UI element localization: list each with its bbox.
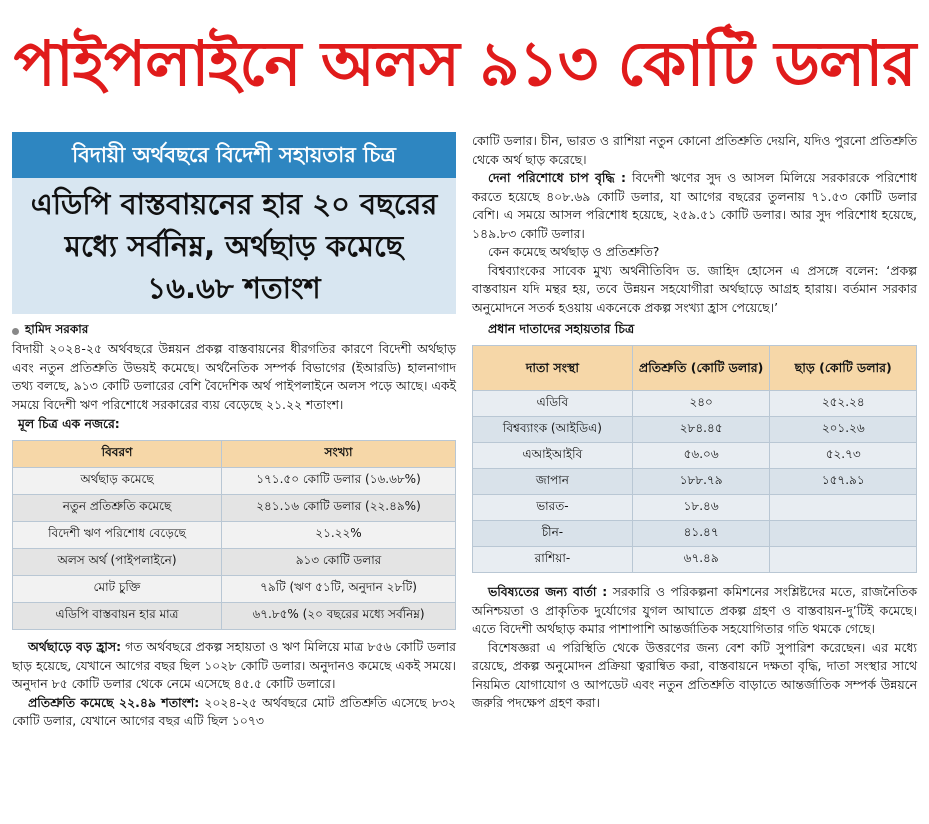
donor-table-title: প্রধান দাতাদের সহায়তার চিত্র [488,321,635,336]
table-row [13,576,456,603]
sub-banner: বিদায়ী অর্থবছরে বিদেশী সহায়তার চিত্র [12,132,456,178]
debt-paragraph [472,169,917,243]
byline [12,322,456,340]
table-row [473,521,917,547]
paragraph-body: গত অর্থবছরে প্রকল্প সহায়তা ও ঋণ মিলিয়ে মাত্র ৮৫৬ কোটি ডলার ছাড় হয়েছে, যেখানে আগের বছর ছিল ১০২৮ কোটি ডলার। অনুদানও কমেছে একই সময়ে। অনুদান ৮৫ কোটি ডলার থেকে নেমে এসেছে ৪৫.৫ কোটি ডলারে। [12,639,456,691]
table-row [13,468,456,495]
table-cell: ২৫২.২৪ [770,391,917,417]
intro-paragraph: বিদায়ী ২০২৪-২৫ অর্থবছরে উন্নয়ন প্রকল্প বাস্তবায়নের ধীরগতির কারণে বিদেশী অর্থছাড় এবং নতুন প্রতিশ্রুতি উভয়ই কমেছে। অর্থনৈতিক সম্পর্ক বিভাগের (ইআরডি) হালনাগাদ তথ্য বলছে, ৯১৩ কোটি ডলারের বেশি বৈদেশিক অর্থ পাইপলাইনে অলস পড়ে আছে। একই সময়ে বিদেশী ঋণ পরিশোধে সরকারের ব্যয় বেড়েছে ২১.২২ শতাংশ। [12,341,456,412]
paragraph-lead: ভবিষ্যতের জন্য বার্তা : [488,584,608,599]
table-row [13,549,456,576]
table-cell: চীন- [473,521,633,547]
summary-table-title: মূল চিত্র এক নজরে: [18,416,120,431]
summary-table-header: বিবরণ [13,441,222,468]
table-cell: বিদেশী ঋণ পরিশোধ বেড়েছে [13,522,222,549]
table-row [13,603,456,630]
table-row [473,391,917,417]
table-cell [770,521,917,547]
table-row [473,443,917,469]
table-cell: ৫৬.০৬ [632,443,770,469]
byline-author: হামিদ সরকার [25,322,89,336]
table-cell: ভারত- [473,495,633,521]
table-cell: ১৫৭.৯১ [770,469,917,495]
future-message-paragraph [472,583,917,639]
table-cell: এডিপি বাস্তবায়ন হার মাত্র [13,603,222,630]
paragraph-lead: দেনা পরিশোধে চাপ বৃদ্ধি : [488,170,626,185]
headline [0,0,929,128]
right-column [472,132,917,713]
paragraph-lead: প্রতিশ্রুতি কমেছে ২২.৪৯ শতাংশ: [28,694,200,710]
donor-table-header: দাতা সংস্থা [473,346,633,391]
table-cell [770,547,917,573]
table-cell: এআইআইবি [473,443,633,469]
paragraph-body: বিদেশী ঋণের সুদ ও আসল মিলিয়ে সরকারকে পরিশোধ করতে হয়েছে ৪০৮.৬৯ কোটি ডলার, যা আগের বছরের তুলনায় ৭১.৫৩ কোটি ডলার বেশি। এ সময়ে আসল পরিশোধ হয়েছে, ২৫৯.৫১ কোটি ডলার। আর সুদ পরিশোধ হয়েছে, ১৪৯.৮৩ কোটি ডলার। [472,170,917,241]
donor-table-header: প্রতিশ্রুতি (কোটি ডলার) [632,346,770,391]
table-cell: ৬৭.৪৯ [632,547,770,573]
table-cell: ৯১৩ কোটি ডলার [222,549,456,576]
table-cell: ১৮৮.৭৯ [632,469,770,495]
table-cell: নতুন প্রতিশ্রুতি কমেছে [13,495,222,522]
continued-paragraph: কোটি ডলার। চীন, ভারত ও রাশিয়া নতুন কোনো প্রতিশ্রুতি দেয়নি, যদিও পুরনো প্রতিশ্রুতি থেকে অর্থ ছাড় করেছে। [472,133,917,167]
table-cell: ২৪০ [632,391,770,417]
table-cell: এডিবি [473,391,633,417]
table-row [473,469,917,495]
quote-paragraph: বিশ্বব্যাংকের সাবেক মুখ্য অর্থনীতিবিদ ড. জাহিদ হোসেন এ প্রসঙ্গে বলেন: ‘প্রকল্প বাস্তবায়ন যদি মন্থর হয়, তবে উন্নয়ন সহযোগীরা অর্থছাড়ে আগ্রহ হারায়। বর্তমান সরকার অনুমোদনে সতর্ক হওয়ায় একনেকে প্রকল্প সংখ্যা হ্রাস পেয়েছে।’ [472,262,917,315]
table-cell [770,495,917,521]
table-cell: ৬৭.৮৫% (২০ বছরের মধ্যে সর্বনিম্ন) [222,603,456,630]
table-cell: ৫২.৭৩ [770,443,917,469]
table-row [13,495,456,522]
table-row [13,522,456,549]
table-cell: অলস অর্থ (পাইপলাইনে) [13,549,222,576]
table-cell: ২১.২২% [222,522,456,549]
table-row [473,547,917,573]
left-column [12,132,456,731]
disbursement-paragraph [12,638,456,694]
question-heading: কেন কমেছে অর্থছাড় ও প্রতিশ্রুতি? [488,244,660,259]
summary-table-header: সংখ্যা [222,441,456,468]
table-cell: রাশিয়া- [473,547,633,573]
table-cell: মোট চুক্তি [13,576,222,603]
table-cell: ১৮.৪৬ [632,495,770,521]
headline-text: পাইপলাইনে অলস ৯১৩ কোটি ডলার [13,27,916,100]
table-cell: বিশ্বব্যাংক (আইডিএ) [473,417,633,443]
table-cell: ২৮৪.৪৫ [632,417,770,443]
paragraph-lead: অর্থছাড়ে বড় হ্রাস: [28,639,122,654]
table-cell: ২৪১.১৬ কোটি ডলার (২২.৪৯%) [222,495,456,522]
table-cell: ১৭১.৫০ কোটি ডলার (১৬.৬৮%) [222,468,456,495]
summary-table [12,440,456,630]
recommendation-paragraph: বিশেষজ্ঞরা এ পরিস্থিতি থেকে উত্তরণের জন্য বেশ কটি সুপারিশ করেছেন। এর মধ্যে রয়েছে, প্রকল্প অনুমোদন প্রক্রিয়া ত্বরান্বিত করা, বাস্তবায়নে দক্ষতা বৃদ্ধি, দাতা সংস্থার সাথে নিয়মিত যোগাযোগ ও আপডেট এবং নতুন প্রতিশ্রুতি বাড়াতে আন্তর্জাতিক সম্পর্ক উন্নয়নে জরুরি পদক্ষেপ গ্রহণ করা। [472,639,917,710]
table-cell: ২০১.২৬ [770,417,917,443]
paragraph-body: সরকারি ও পরিকল্পনা কমিশনের সংশ্লিষ্টদের মতে, রাজনৈতিক অনিশ্চয়তা ও প্রাকৃতিক দুর্যোগের যুগল আঘাতে প্রকল্প গ্রহণ ও বাস্তবায়ন-দু’টিই কমেছে। এতে বিদেশী অর্থছাড় কমার পাশাপাশি আন্তর্জাতিক সহযোগিতার গতি থমকে গেছে। [472,584,917,636]
bullet-dot-icon [12,328,19,335]
donor-table [472,345,917,573]
donor-table-header: ছাড় (কোটি ডলার) [770,346,917,391]
table-row [473,417,917,443]
sub-headline-box [12,178,456,314]
paragraph-body: ২০২৪-২৫ অর্থবছরে মোট প্রতিশ্রুতি এসেছে ৮৩২ কোটি ডলার, যেখানে আগের বছর এটি ছিল ১০৭৩ [12,694,456,728]
commitment-paragraph [12,694,456,731]
sub-headline: এডিপি বাস্তবায়নের হার ২০ বছরের মধ্যে সর্বনিম্ন, অর্থছাড় কমেছে ১৬.৬৮ শতাংশ [30,187,438,305]
table-cell: ৭৯টি (ঋণ ৫১টি, অনুদান ২৮টি) [222,576,456,603]
table-cell: ৪১.৪৭ [632,521,770,547]
table-row [473,495,917,521]
table-cell: জাপান [473,469,633,495]
table-cell: অর্থছাড় কমেছে [13,468,222,495]
